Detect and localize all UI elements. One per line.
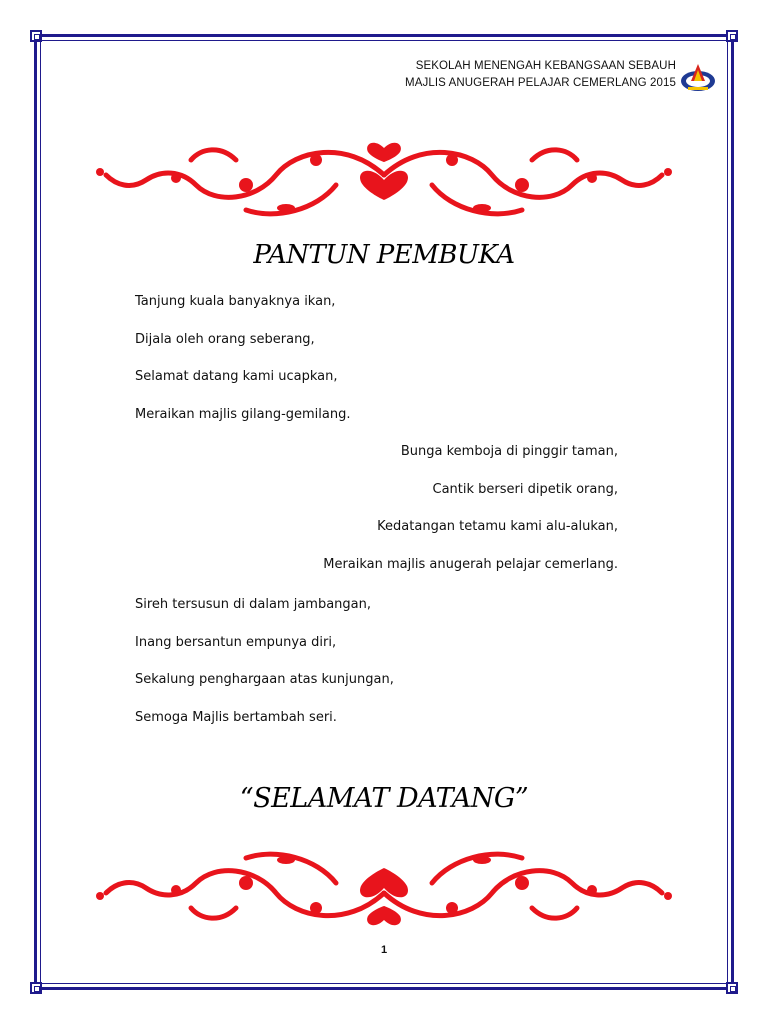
page-title: PANTUN PEMBUKA [253, 240, 515, 270]
stanza-line: Kedatangan tetamu kami alu-alukan, [377, 519, 618, 535]
stanza-line: Dijala oleh orang seberang, [135, 331, 315, 347]
stanza-line: Sekalung penghargaan atas kunjungan, [135, 672, 394, 688]
page-number: 1 [380, 944, 388, 956]
stanza-2 [323, 444, 618, 594]
corner-ornament-top-left [30, 30, 42, 42]
closing-greeting: “SELAMAT DATANG” [239, 783, 529, 814]
corner-ornament-top-right [726, 30, 738, 42]
corner-ornament-bottom-right [726, 982, 738, 994]
school-logo-icon [678, 56, 718, 96]
floral-ornament-icon [86, 130, 682, 230]
stanza-line: Tanjung kuala banyaknya ikan, [135, 294, 336, 309]
stanza-line: Bunga kemboja di pinggir taman, [400, 444, 618, 459]
school-name: SEKOLAH MENENGAH KEBANGSAAN SEBAUH [415, 60, 676, 72]
stanza-line: Selamat datang kami ucapkan, [135, 369, 338, 385]
stanza-line: Meraikan majlis gilang-gemilang. [135, 406, 351, 422]
stanza-line: Meraikan majlis anugerah pelajar cemerlang. [323, 556, 618, 572]
stanza-1 [135, 294, 351, 444]
stanza-line: Sireh tersusun di dalam jambangan, [135, 597, 372, 612]
stanza-3 [135, 597, 394, 747]
document-header [405, 58, 676, 92]
floral-ornament-icon [86, 838, 682, 938]
event-name: MAJLIS ANUGERAH PELAJAR CEMERLANG 2015 [405, 77, 676, 89]
stanza-line: Cantik berseri dipetik orang, [432, 481, 618, 497]
stanza-line: Semoga Majlis bertambah seri. [135, 709, 337, 725]
corner-ornament-bottom-left [30, 982, 42, 994]
stanza-line: Inang bersantun empunya diri, [135, 634, 337, 650]
